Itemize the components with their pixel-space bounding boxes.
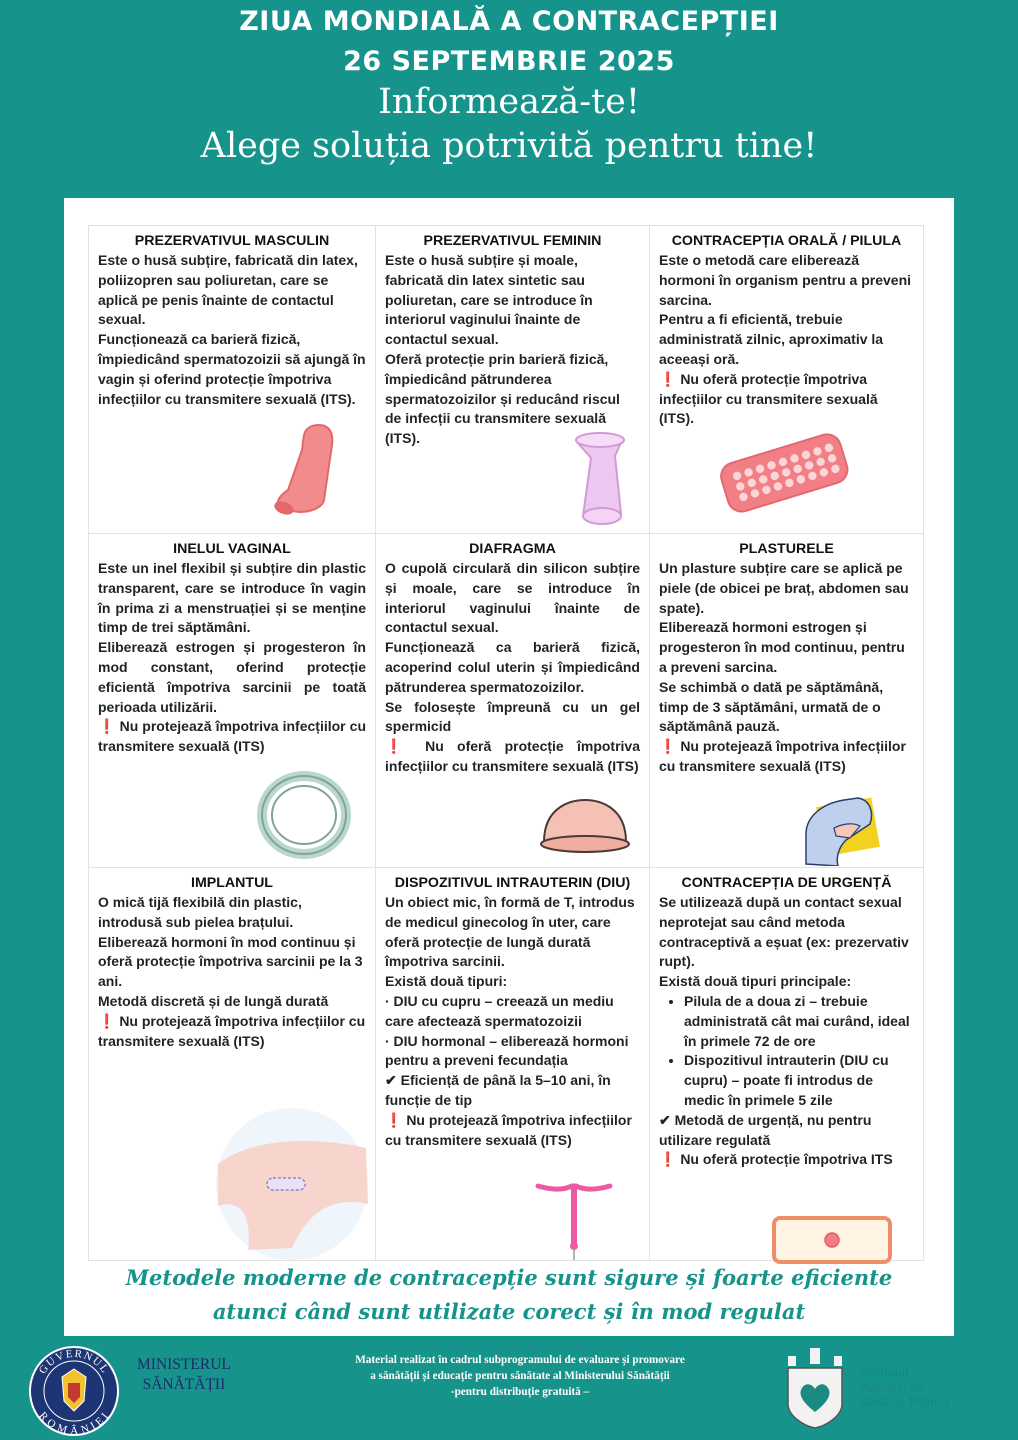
cell-text: O cupolă circulară din silicon subțire și moale, care se introduce în interiorul vaginului înainte de contactul sexual. Funcționează ca barieră fizică, acoperind colul uterin și împiedicând pătrunderea spermatozoizilor. Se folosește împreună cu un gel spermicid ❗ Nu oferă protecție împotriva infecțiilor cu transmitere sexuală (ITS) (385, 560, 640, 774)
cell-text: Se utilizează după un contact sexual neprotejat sau când metoda contraceptivă a eșuat (ex: prezervativ rupt). Există două tipuri principale: (659, 894, 909, 990)
cell-title: DIAFRAGMA (469, 541, 556, 557)
ministry-line-2: SĂNĂTĂȚII (142, 1376, 226, 1393)
header-slogan-1: Informează-te! (378, 82, 640, 122)
credit-line-1: Material realizat în cadrul subprogramului de evaluare și promovare (355, 1354, 685, 1366)
footer-slogan-1: Metodele moderne de contracepție sunt sigure și foarte eficiente (125, 1265, 893, 1290)
footer-slogan-2: atunci când sunt utilizate corect și în mod regulat (212, 1299, 806, 1324)
implant-icon (212, 1108, 372, 1260)
cell-text: Este o husă subțire, fabricată din latex, poliizopren sau poliuretan, care se aplică pe penis înainte de contactul sexual. Funcționează ca barieră fizică, împiedicând spermatozoizii să ajungă în vagin și oferind protecție împotriva infecțiilor cu transmitere sexuală (ITS). (98, 252, 366, 407)
seal-top-text: GUVERNUL (36, 1347, 112, 1377)
female-condom-icon (569, 428, 639, 533)
patch-icon (798, 794, 894, 866)
cell-text: Un plasture subțire care se aplică pe piele (de obicei pe braț, abdomen sau spate). Eliberează hormoni estrogen și progesteron în mod continuu, pentru a preveni sarcina. Se schimbă o dată pe săptămână, timp de 3 săptămâni, urmată de o săptămână pauză. ❗ Nu protejează împotriva infecțiilor cu transmitere sexuală (ITS) (659, 560, 909, 774)
pill-pack-icon (714, 420, 854, 525)
cell-title: CONTRACEPȚIA ORALĂ / PILULA (671, 233, 902, 249)
insp-line-1: Institutul (860, 1364, 909, 1379)
cell-title: DISPOZITIVUL INTRAUTERIN (DIU) (394, 875, 631, 891)
credit-line-2: a sănătății și educație pentru sănătate al Ministerului Sănătății (370, 1370, 670, 1382)
cell-title: PREZERVATIVUL MASCULIN (134, 233, 330, 249)
iud-icon (534, 1176, 614, 1261)
cell-title: PREZERVATIVUL FEMININ (423, 233, 602, 249)
cell-text: ✔ Metodă de urgență, nu pentru utilizare regulată ❗ Nu oferă protecție împotriva ITS (659, 1111, 893, 1168)
emergency-pill-icon (770, 1210, 894, 1268)
list-item: • Pilula de a doua zi – trebuie administrată cât mai curând, ideal în primele 72 de ore (684, 992, 914, 1051)
insp-logo (784, 1346, 846, 1430)
cell-title: INELUL VAGINAL (173, 541, 291, 557)
cell-emergency (649, 867, 924, 1261)
ministry-name (137, 1355, 231, 1395)
cell-text: Este o husă subțire și moale, fabricată din latex sintetic sau poliuretan, care se introduce în interiorul vaginului înainte de contactul sexual. Oferă protecție prin barieră fizică, împiedicând pătrunderea spermatozoizilor și reducând riscul de infecții cu transmitere sexuală (ITS). (385, 252, 620, 447)
insp-line-3: Sănătate Publică (860, 1394, 950, 1409)
header-date: 26 SEPTEMBRIE 2025 (343, 46, 675, 77)
cell-text: Este un inel flexibil și subțire din plastic transparent, care se introduce în vagin în prima zi a menstruației și se menține timp de trei săptămâni. Eliberează estrogen și progesteron în mod constant, oferind protecție eficientă împotriva sarcinii pe toată perioada utilizării. ❗ Nu protejează împotriva infecțiilor cu transmitere sexuală (ITS) (98, 560, 366, 755)
male-condom-icon (272, 420, 352, 530)
credit-line-3: -pentru distribuție gratuită – (450, 1386, 590, 1398)
insp-name (860, 1364, 950, 1409)
cell-text: Un obiect mic, în formă de T, introdus de medicul ginecolog în uter, care oferă protecție de lungă durată împotriva sarcinii. Există două tipuri: · DIU cu cupru – creează un mediu care afectează spermatozoizii · DIU hormonal – eliberează hormoni pentru a preveni fecundația ✔ Eficiență de până la 5–10 ani, în funcție de tip ❗ Nu protejează împotriva infecțiilor cu transmitere sexuală (ITS) (385, 894, 635, 1148)
list-item: • Dispozitivul intrauterin (DIU cu cupru) – poate fi introdus de medic în primele 5 zile (684, 1051, 914, 1110)
cell-title: PLASTURELE (739, 541, 834, 557)
emergency-list (659, 992, 914, 1111)
cell-title: IMPLANTUL (191, 875, 273, 891)
content-panel (64, 198, 954, 1336)
cell-text: Este o metodă care eliberează hormoni în organism pentru a preveni sarcina. Pentru a fi eficientă, trebuie administrată zilnic, aproximativ la aceeași oră. ❗ Nu oferă protecție împotriva infecțiilor cu transmitere sexuală (ITS). (659, 252, 912, 427)
credit-note (300, 1352, 740, 1400)
cell-title: CONTRACEPȚIA DE URGENȚĂ (681, 875, 892, 891)
seal-bottom-text: ROMÂNIEI (36, 1409, 112, 1437)
insp-line-2: Național de (860, 1379, 923, 1394)
cell-text: O mică tijă flexibilă din plastic, introdusă sub pielea brațului. Eliberează hormoni în mod continuu și oferă protecție împotriva sarcinii pe la 3 ani. Metodă discretă și de lungă durată ❗ Nu protejează împotriva infecțiilor cu transmitere sexuală (ITS) (98, 894, 366, 1049)
header-title: ZIUA MONDIALĂ A CONTRACEPȚIEI (239, 6, 779, 37)
diaphragm-icon (536, 796, 634, 856)
government-seal-logo (28, 1345, 120, 1437)
vaginal-ring-icon (257, 771, 351, 859)
ministry-line-1: MINISTERUL (137, 1356, 231, 1373)
header-slogan-2: Alege soluția potrivită pentru tine! (200, 126, 818, 166)
